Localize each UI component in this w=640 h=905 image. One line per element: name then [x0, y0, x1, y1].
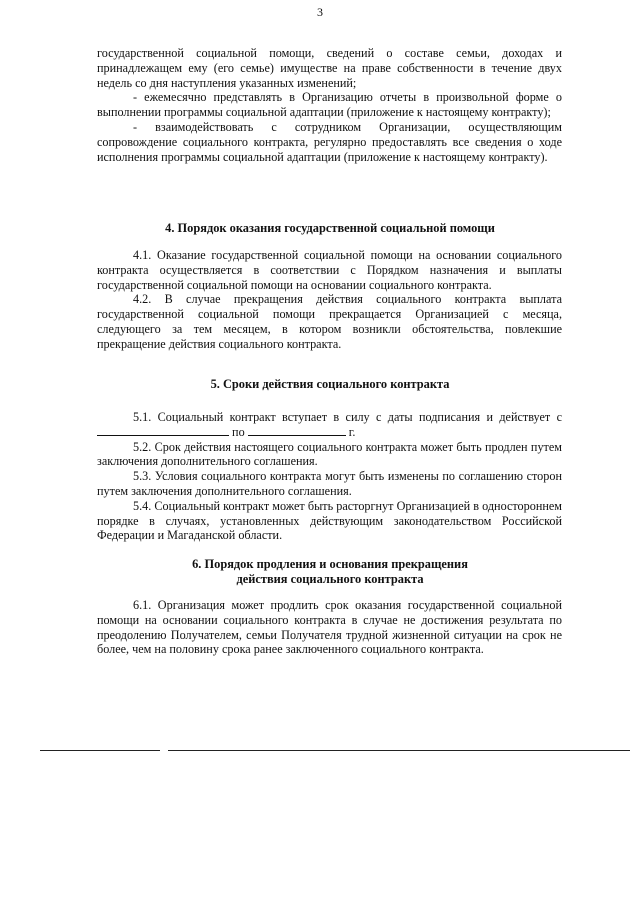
footer-rule-left [40, 750, 160, 751]
intro-paragraph-1: государственной социальной помощи, сведений о составе семьи, доходах и принадлежащем ему (его семье) имуществе на праве собственности в течение двух недель со дня наступления указанных изменений; [97, 46, 562, 90]
start-date-blank [97, 425, 229, 436]
section-6-heading-line-2: действия социального контракта [236, 572, 424, 586]
end-date-blank [248, 425, 346, 436]
paragraph-5-2: 5.2. Срок действия настоящего социального контракта может быть продлен путем заключения дополнительного соглашения. [97, 439, 562, 469]
page-number: 3 [317, 5, 323, 19]
section-5-heading: 5. Сроки действия социального контракта [210, 377, 450, 391]
paragraph-6-1: 6.1. Организация может продлить срок оказания государственной социальной помощи на основании социального контракта в случае не достижения результата по преодолению Получателем, семьи Получателя трудной жизненной ситуации на срок не более, чем на половину срока ранее заключенного социального контракта. [97, 598, 562, 657]
section-4-heading: 4. Порядок оказания государственной социальной помощи [165, 221, 495, 235]
paragraph-5-1-start: 5.1. Социальный контракт вступает в силу с даты подписания и действует с [133, 410, 562, 424]
intro-paragraph-3: - взаимодействовать с сотрудником Организации, осуществляющим сопровождение социального контракта, регулярно предоставлять все сведения о ходе исполнения программы социальной адаптации (приложение к настоящему контракту). [97, 119, 562, 164]
intro-paragraph-2: - ежемесячно представлять в Организацию отчеты в произвольной форме о выполнении программы социальной адаптации (приложение к настоящему контракту); [97, 90, 562, 120]
paragraph-5-4: 5.4. Социальный контракт может быть расторгнут Организацией в одностороннем порядке в случаях, установленных действующим законодательством Российской Федерации и Магаданской области. [97, 498, 562, 543]
footer-rule-right [168, 750, 630, 751]
paragraph-5-1 [97, 410, 562, 440]
section-6-heading [60, 557, 600, 587]
paragraph-5-3: 5.3. Условия социального контракта могут быть изменены по соглашению сторон путем заключения дополнительного соглашения. [97, 469, 562, 498]
paragraph-4-2: 4.2. В случае прекращения действия социального контракта выплата государственной социальной помощи прекращается Организацией с месяца, следующего за тем месяцем, в котором возникли обстоятельства, повлекшие прекращение действия социального контракта. [97, 292, 562, 351]
paragraph-4-1: 4.1. Оказание государственной социальной помощи на основании социального контракта осуществляется в соответствии с Порядком назначения и выплаты государственной социальной помощи на основании социального контракта. [97, 248, 562, 292]
section-5-body [97, 410, 562, 543]
section-6-heading-line-1: 6. Порядок продления и основания прекращения [192, 557, 468, 571]
section-6-body [97, 598, 562, 657]
intro-block [97, 46, 562, 164]
section-4-body [97, 248, 562, 352]
paragraph-5-1-mid: по [232, 424, 245, 439]
paragraph-5-1-end: г. [348, 424, 356, 439]
